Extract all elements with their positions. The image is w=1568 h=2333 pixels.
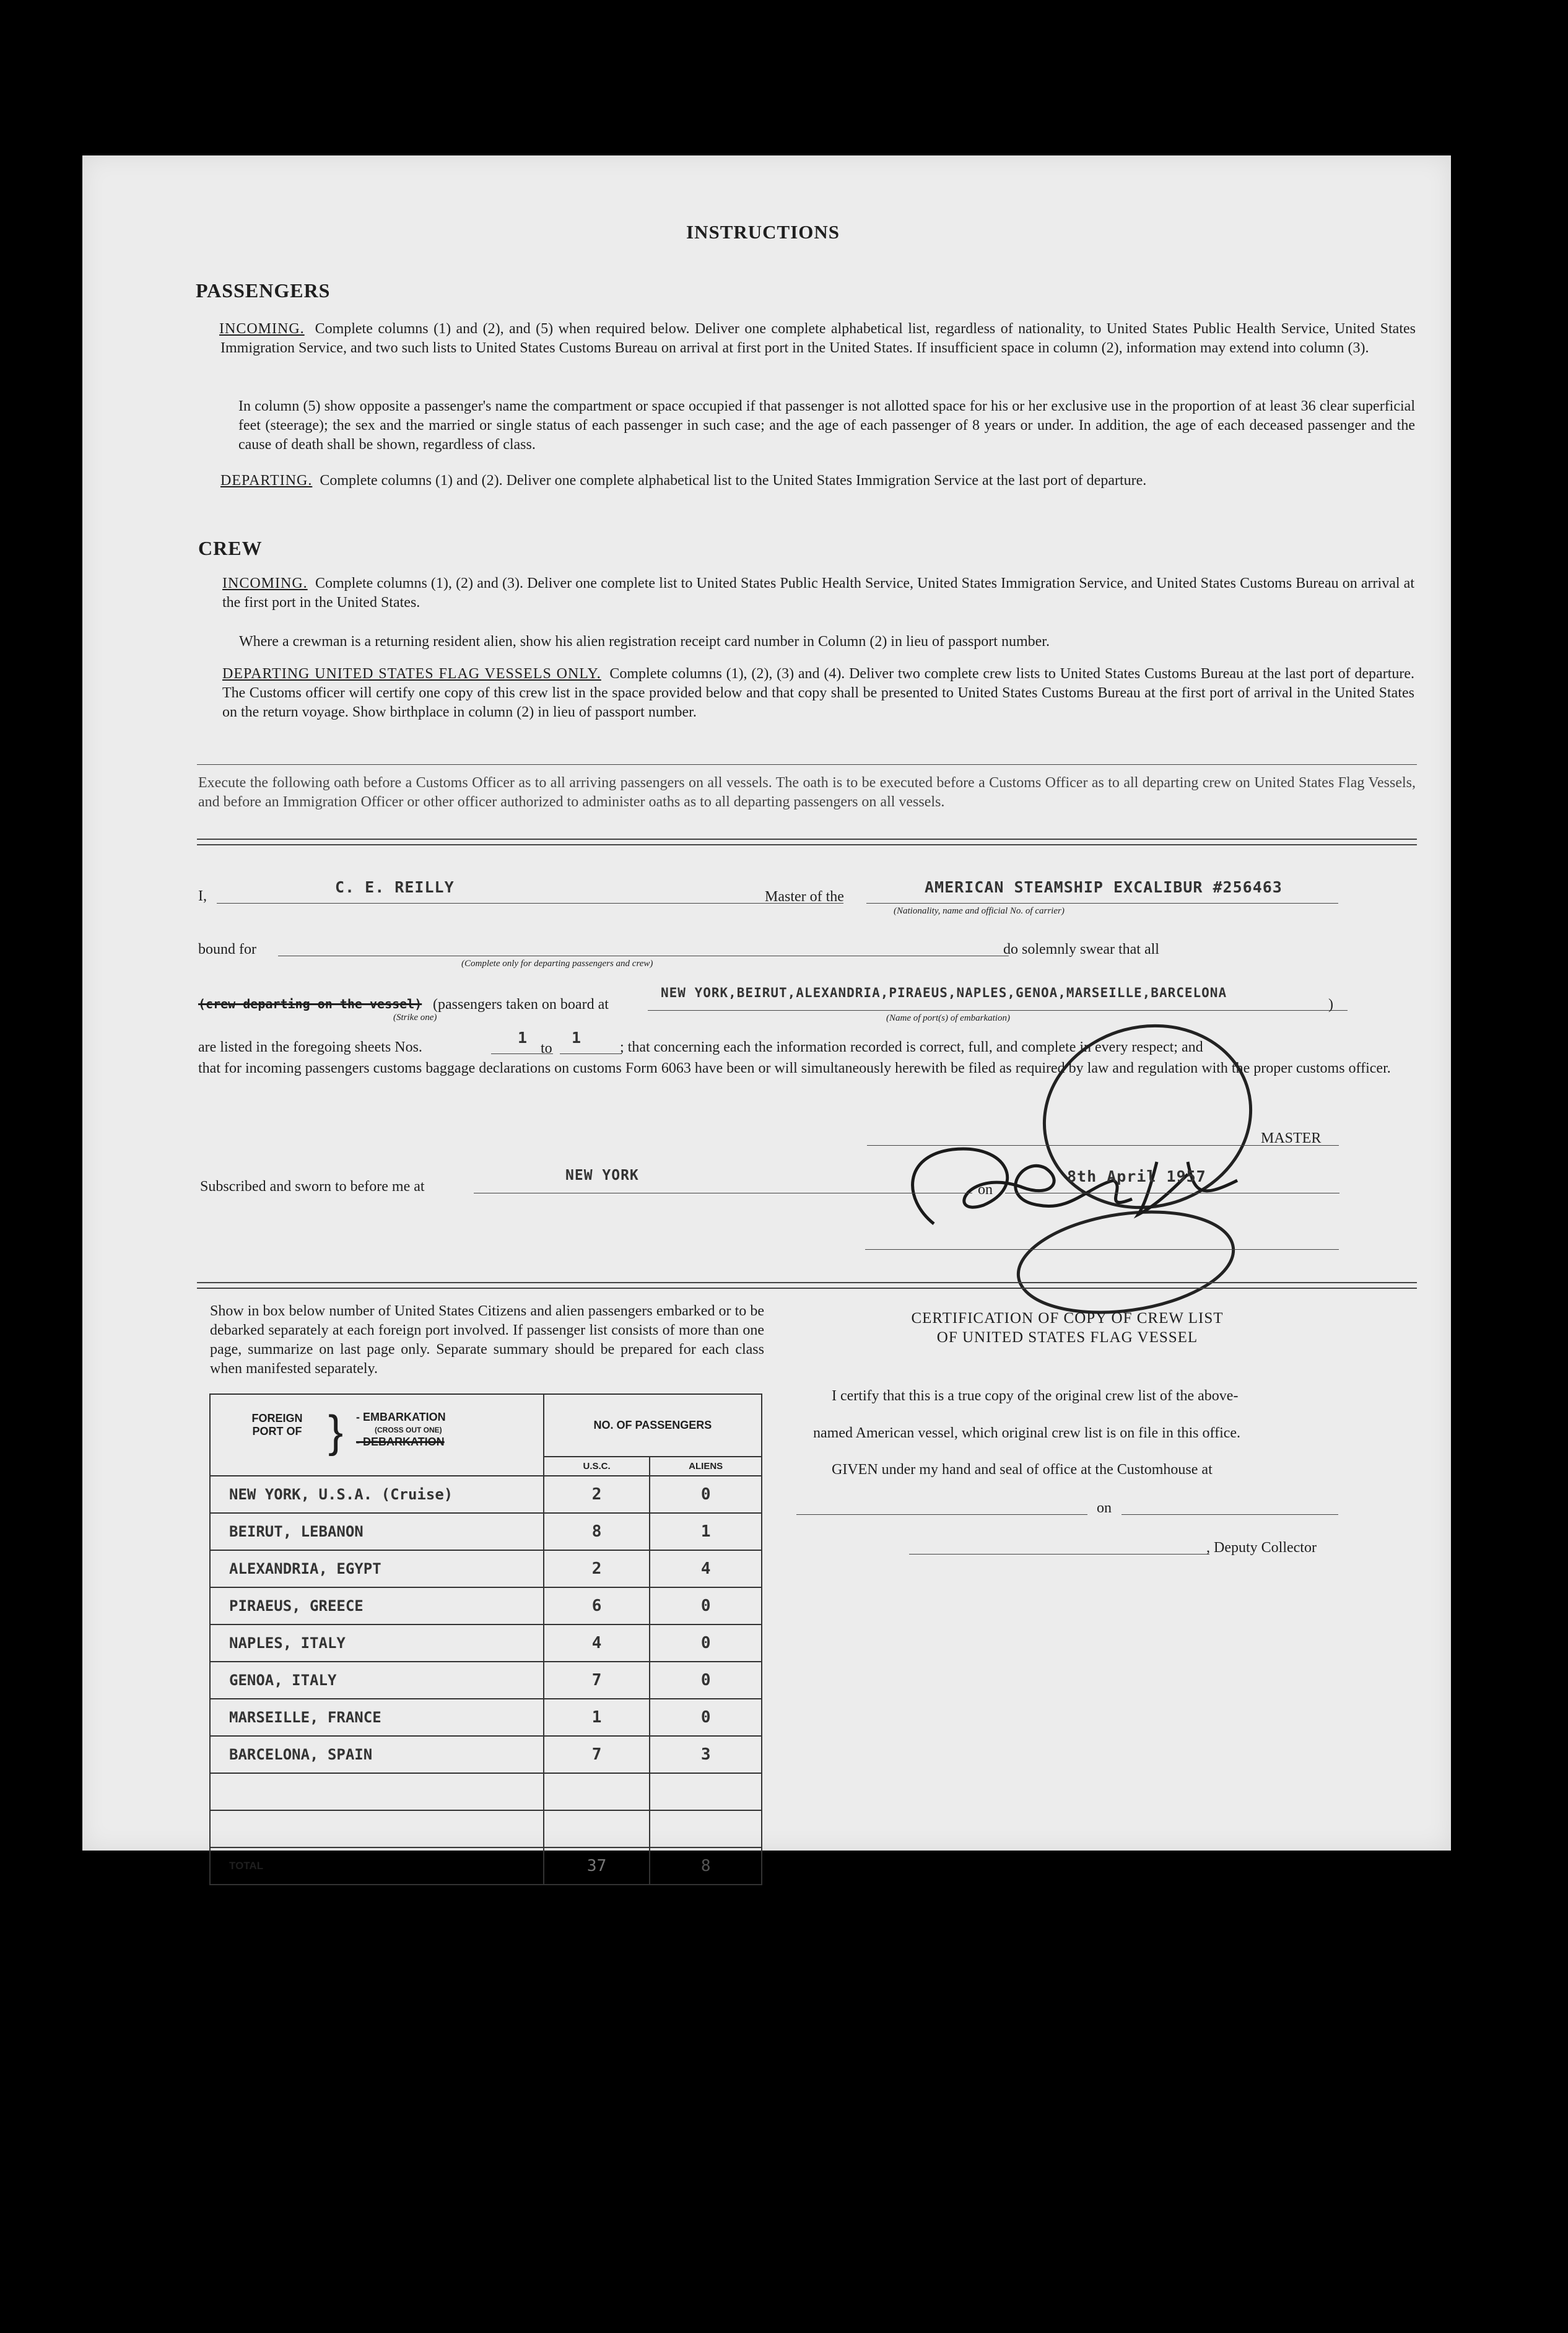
total-label: TOTAL	[210, 1847, 544, 1885]
deputy-collector-label: , Deputy Collector	[1206, 1540, 1317, 1556]
ports-caption: (Name of port(s) of embarkation)	[886, 1013, 1010, 1023]
table-row	[210, 1550, 762, 1587]
crew-incoming-paragraph	[222, 574, 1414, 613]
certification-title-line1: CERTIFICATION OF COPY OF CREW LIST	[911, 1310, 1224, 1327]
officer-line	[865, 1249, 1339, 1250]
crew-heading: CREW	[198, 537, 263, 559]
passengers-departing-text: Complete columns (1) and (2). Deliver one complete alphabetical list to the United States Immigration Service at the last port of departure.	[320, 473, 1147, 489]
oath-i-label: I,	[198, 888, 207, 904]
port-cell	[210, 1810, 544, 1847]
deputy-line	[909, 1554, 1209, 1555]
passengers-column5-paragraph: In column (5) show opposite a passenger's name the compartment or space occupied if that passenger is not allotted space for his or her exclusive use in the proportion of at least 36 clear superficial feet (steerage); the sex and the married or single status of each passenger in such case; and the age of each passenger of 8 years or under. In addition, the age of each deceased passenger and the cause of death shall be shown, regardless of class.	[238, 398, 1415, 453]
aliens-cell: 0	[650, 1662, 762, 1699]
passengers-departing-label: DEPARTING.	[220, 473, 313, 489]
crew-departing-label: DEPARTING UNITED STATES FLAG VESSELS ONLY.	[222, 666, 601, 682]
on-label: on	[978, 1182, 993, 1198]
crew-alien-paragraph: Where a crewman is a returning resident alien, show his alien registration receipt card number in Column (2) in lieu of passport number.	[239, 634, 1050, 650]
table-row	[210, 1736, 762, 1773]
sheet-from: 1	[518, 1029, 528, 1047]
certification-on-label: on	[1097, 1500, 1112, 1516]
vessel-caption: (Nationality, name and official No. of carrier)	[894, 906, 1065, 916]
total-usc: 37	[544, 1847, 650, 1885]
port-cell: BARCELONA, SPAIN	[210, 1736, 544, 1773]
port-header-cell	[210, 1394, 544, 1476]
aliens-cell	[650, 1810, 762, 1847]
passengers-taken-label: (passengers taken on board at	[433, 996, 609, 1013]
certification-title	[815, 1309, 1320, 1347]
usc-cell	[544, 1810, 650, 1847]
strike-caption: (Strike one)	[393, 1013, 437, 1023]
aliens-cell: 1	[650, 1513, 762, 1550]
no-passengers-header: NO. OF PASSENGERS	[544, 1394, 762, 1457]
aliens-cell: 0	[650, 1624, 762, 1662]
table-row	[210, 1513, 762, 1550]
crew-departing-text: Complete columns (1), (2), (3) and (4). Deliver two complete crew lists to United States Customs Bureau at the last port of departure. The Customs officer will certify one copy of this crew list in the space provided below and that copy shall be presented to United States Customs Bureau at the first port of arrival in the United States on the return voyage. Show birthplace in column (2) in lieu of passport number.	[222, 666, 1415, 720]
bound-for-caption: (Complete only for departing passengers and crew)	[461, 959, 653, 969]
aliens-cell: 4	[650, 1550, 762, 1587]
to-label: to	[541, 1040, 552, 1057]
passenger-summary-table	[209, 1393, 762, 1885]
bound-for-label: bound for	[198, 941, 256, 957]
aliens-cell: 0	[650, 1699, 762, 1736]
embarkation-ports: NEW YORK,BEIRUT,ALEXANDRIA,PIRAEUS,NAPLES,GENOA,MARSEILLE,BARCELONA	[661, 985, 1227, 1000]
table-row	[210, 1624, 762, 1662]
port-cell: PIRAEUS, GREECE	[210, 1587, 544, 1624]
passengers-incoming-text: Complete columns (1) and (2), and (5) when required below. Deliver one complete alphabetical list, regardless of nationality, to United States Public Health Service, United States Immigration Service, and two such lists to United States Customs Bureau on arrival at first port in the United States. If insufficient space in column (2), information may extend into column (3).	[220, 321, 1416, 356]
divider	[197, 764, 1417, 765]
usc-cell: 4	[544, 1624, 650, 1662]
vessel-line	[866, 903, 1338, 904]
table-row	[210, 1699, 762, 1736]
port-cell: ALEXANDRIA, EGYPT	[210, 1550, 544, 1587]
usc-cell: 2	[544, 1550, 650, 1587]
double-divider-2	[197, 1282, 1417, 1289]
port-cell: NAPLES, ITALY	[210, 1624, 544, 1662]
subscribed-label: Subscribed and sworn to before me at	[200, 1179, 425, 1195]
crew-incoming-text: Complete columns (1), (2) and (3). Deliver one complete list to United States Public Health Service, United States Immigration Service, and United States Customs Bureau on arrival at the first port in the United States.	[222, 575, 1414, 611]
aliens-cell: 0	[650, 1587, 762, 1624]
table-row	[210, 1587, 762, 1624]
passengers-incoming-label: INCOMING.	[219, 321, 305, 337]
port-cell: BEIRUT, LEBANON	[210, 1513, 544, 1550]
customhouse-line	[796, 1514, 1087, 1515]
master-of-label: Master of the	[765, 889, 844, 905]
signature-and-stamp	[866, 1001, 1336, 1323]
table-row	[210, 1476, 762, 1513]
sheet-to: 1	[572, 1029, 582, 1047]
port-cell: MARSEILLE, FRANCE	[210, 1699, 544, 1736]
sheet-to-line	[560, 1053, 622, 1054]
master-name-line	[217, 903, 843, 904]
crew-departing-paragraph	[222, 665, 1414, 722]
port-cell: GENOA, ITALY	[210, 1662, 544, 1699]
port-cell	[210, 1773, 544, 1810]
close-paren: )	[1328, 996, 1333, 1013]
instructions-title: INSTRUCTIONS	[686, 221, 840, 243]
usc-cell: 1	[544, 1699, 650, 1736]
table-row	[210, 1773, 762, 1810]
aliens-cell: 3	[650, 1736, 762, 1773]
double-divider	[197, 839, 1417, 845]
usc-cell: 2	[544, 1476, 650, 1513]
master-name: C. E. REILLY	[335, 878, 455, 896]
passengers-heading: PASSENGERS	[196, 279, 331, 302]
aliens-header: ALIENS	[650, 1457, 762, 1476]
cross-out-label: (CROSS OUT ONE)	[375, 1426, 442, 1434]
listed-text-b: ; that concerning each the information recorded is correct, full, and complete in every respect; and	[620, 1039, 1203, 1055]
crew-struck-text: (crew departing on the vessel)	[198, 996, 422, 1011]
usc-cell: 6	[544, 1587, 650, 1624]
table-row	[210, 1662, 762, 1699]
oath-intro: Execute the following oath before a Customs Officer as to all arriving passengers on all vessels. The oath is to be executed before a Customs Officer as to all departing crew on United States Flag Vessels, and before an Immigration Officer or other officer authorized to administer oaths as to all departing passengers on all vessels.	[198, 775, 1416, 810]
vessel-name: AMERICAN STEAMSHIP EXCALIBUR #256463	[925, 878, 1283, 896]
foreign-port-label: FOREIGN PORT OF	[251, 1412, 303, 1437]
oval-stamp	[1012, 1003, 1271, 1323]
aliens-cell	[650, 1773, 762, 1810]
usc-cell: 7	[544, 1736, 650, 1773]
sworn-date: 8th April 1957	[1067, 1167, 1206, 1185]
usc-cell	[544, 1773, 650, 1810]
listed-text-a: are listed in the foregoing sheets Nos.	[198, 1039, 422, 1055]
total-aliens: 8	[650, 1847, 762, 1885]
debarkation-label: - DEBARKATION	[356, 1436, 445, 1448]
usc-cell: 8	[544, 1513, 650, 1550]
usc-cell: 7	[544, 1662, 650, 1699]
document-page	[82, 155, 1451, 1875]
certification-date-line	[1122, 1514, 1338, 1515]
brace-glyph: }	[328, 1407, 344, 1457]
aliens-cell: 0	[650, 1476, 762, 1513]
table-row	[210, 1810, 762, 1847]
passengers-departing-paragraph	[220, 471, 1416, 491]
port-cell: NEW YORK, U.S.A. (Cruise)	[210, 1476, 544, 1513]
passengers-incoming-paragraph	[220, 320, 1416, 358]
certification-text1: I certify that this is a true copy of the original crew list of the above-	[832, 1388, 1239, 1404]
certification-title-line2: OF UNITED STATES FLAG VESSEL	[936, 1329, 1198, 1346]
swear-label: do solemnly swear that all	[1003, 941, 1159, 957]
usc-header: U.S.C.	[544, 1457, 650, 1476]
listed-text-c: that for incoming passengers customs baggage declarations on customs Form 6063 have been or will simultaneously herewith be filed as required by law and regulation with the proper customs officer.	[198, 1060, 1391, 1076]
sworn-place: NEW YORK	[565, 1167, 639, 1184]
embarkation-label: - EMBARKATION	[356, 1411, 446, 1423]
crew-incoming-label: INCOMING.	[222, 575, 308, 591]
master-label: MASTER	[1261, 1130, 1322, 1146]
summary-note: Show in box below number of United States Citizens and alien passengers embarked or to be debarked separately at each foreign port involved. If passenger list consists of more than one page, summarize on last page only. Separate summary should be prepared for each class when manifested separately.	[210, 1303, 764, 1377]
certification-text3: GIVEN under my hand and seal of office at the Customhouse at	[832, 1462, 1213, 1478]
certification-text2: named American vessel, which original crew list is on file in this office.	[813, 1425, 1241, 1441]
